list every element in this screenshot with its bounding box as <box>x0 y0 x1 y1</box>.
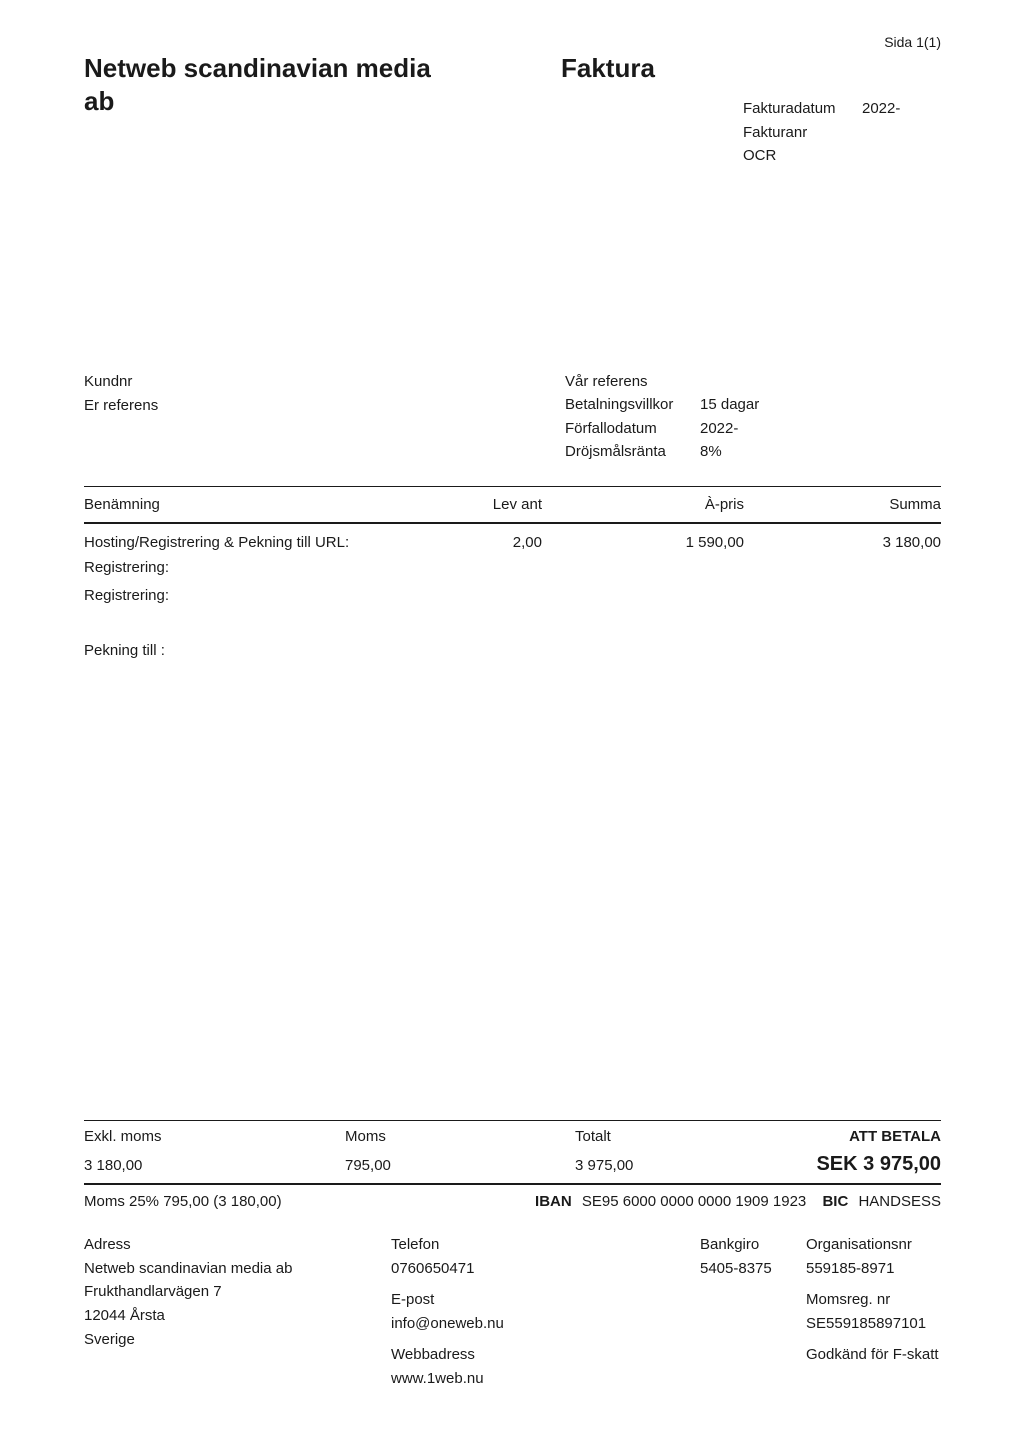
late-interest-label: Dröjsmålsränta <box>565 442 666 460</box>
excl-vat-value: 3 180,00 <box>84 1157 143 1174</box>
item-description-line: Pekning till : <box>84 641 165 659</box>
iban-value: SE95 6000 0000 0000 1909 1923 <box>581 1193 807 1210</box>
invoice-date-value: 2022- <box>862 100 901 117</box>
item-description-line: Registrering: <box>84 559 170 576</box>
item-name: Hosting/Registrering & Pekning till URL: <box>84 534 350 551</box>
company-name <box>84 52 431 118</box>
bankgiro-label: Bankgiro <box>700 1236 760 1253</box>
customer-no-label: Kundnr <box>84 373 133 390</box>
bic-label: BIC <box>822 1193 849 1210</box>
footer-bankgiro-column <box>700 1233 800 1280</box>
address-postal-city: 12044 Årsta <box>84 1307 165 1325</box>
due-date-row <box>565 417 759 440</box>
org-number-label: Organisationsnr <box>806 1236 912 1253</box>
to-pay-value: SEK 3 975,00 <box>816 1153 941 1175</box>
footer-contact-column <box>391 1233 671 1398</box>
our-reference-row <box>565 370 759 393</box>
phone-group <box>391 1233 671 1280</box>
web-group <box>391 1343 671 1390</box>
invoice-date-row <box>743 97 900 121</box>
email-value: info@oneweb.nu <box>391 1314 504 1332</box>
table-row <box>84 524 941 552</box>
address-label: Adress <box>84 1236 131 1253</box>
due-date-value: 2022- <box>700 419 739 437</box>
item-unit-price: 1 590,00 <box>685 534 744 551</box>
company-name-line2: ab <box>84 86 115 116</box>
column-header-quantity: Lev ant <box>492 496 542 513</box>
phone-label: Telefon <box>391 1236 440 1253</box>
org-number-value: 559185-8971 <box>806 1259 895 1277</box>
total-value: 3 975,00 <box>575 1157 634 1174</box>
column-header-name: Benämning <box>84 496 160 513</box>
vat-reg-value: SE559185897101 <box>806 1314 927 1332</box>
late-interest-row <box>565 440 759 463</box>
email-group <box>391 1288 671 1335</box>
footer-registration-column <box>806 1233 946 1367</box>
invoice-date-label: Fakturadatum <box>743 100 836 117</box>
invoice-terms <box>565 370 759 463</box>
vat-reg-label: Momsreg. nr <box>806 1291 891 1308</box>
totals-summary <box>84 1120 941 1185</box>
item-description-blank-line <box>84 609 941 637</box>
phone-value: 0760650471 <box>391 1259 475 1277</box>
vat-label: Moms <box>345 1128 386 1145</box>
invoice-number-row <box>743 121 900 145</box>
line-items-table <box>84 486 941 664</box>
excl-vat-label: Exkl. moms <box>84 1128 162 1145</box>
vat-reg-group <box>806 1288 946 1335</box>
document-title: Faktura <box>561 53 655 83</box>
web-value: www.1web.nu <box>391 1369 484 1387</box>
vat-breakdown-note: Moms 25% 795,00 (3 180,00) <box>84 1193 282 1210</box>
footer-address-column <box>84 1233 384 1352</box>
bankgiro-value: 5405-8375 <box>700 1259 772 1277</box>
your-reference-label: Er referens <box>84 397 159 414</box>
invoice-meta <box>743 97 900 168</box>
item-sum: 3 180,00 <box>882 534 941 551</box>
address-company: Netweb scandinavian media ab <box>84 1259 293 1277</box>
item-description-line: Registrering: <box>84 586 170 604</box>
bic-value: HANDSESS <box>858 1193 941 1210</box>
item-quantity: 2,00 <box>512 534 542 551</box>
due-date-label: Förfallodatum <box>565 419 657 437</box>
total-label: Totalt <box>575 1128 611 1145</box>
payment-terms-value: 15 dagar <box>700 396 760 414</box>
vat-value: 795,00 <box>345 1157 391 1174</box>
ocr-label: OCR <box>743 147 777 164</box>
invoice-number-label: Fakturanr <box>743 123 808 141</box>
column-header-sum: Summa <box>889 496 941 513</box>
our-reference-label: Vår referens <box>565 373 648 390</box>
totals-labels-row <box>84 1128 941 1146</box>
bank-details-line <box>535 1193 941 1211</box>
item-descriptions <box>84 554 941 664</box>
to-pay-label: ATT BETALA <box>849 1128 941 1145</box>
totals-values-row <box>84 1152 941 1176</box>
late-interest-value: 8% <box>700 442 722 460</box>
payment-terms-row <box>565 393 759 416</box>
org-number-group <box>806 1233 946 1280</box>
web-label: Webbadress <box>391 1346 475 1363</box>
f-tax-note: Godkänd för F-skatt <box>806 1346 939 1363</box>
address-street: Frukthandlarvägen 7 <box>84 1283 222 1301</box>
line-items-header <box>84 487 941 524</box>
company-name-line1: Netweb scandinavian media <box>84 53 431 83</box>
ocr-row <box>743 144 900 168</box>
customer-references <box>84 370 158 418</box>
page-indicator: Sida 1(1) <box>884 34 941 50</box>
iban-label: IBAN <box>535 1193 572 1210</box>
column-header-unit-price: À-pris <box>704 496 744 513</box>
vat-iban-row <box>84 1193 941 1211</box>
address-country: Sverige <box>84 1330 135 1348</box>
email-label: E-post <box>391 1291 435 1308</box>
payment-terms-label: Betalningsvillkor <box>565 396 674 414</box>
